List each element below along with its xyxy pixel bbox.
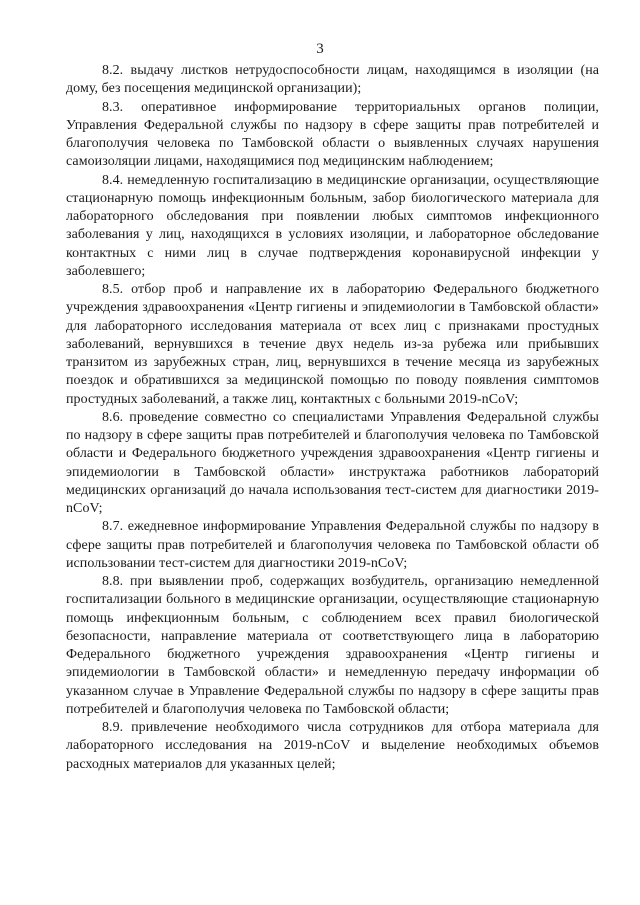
page-number: 3 [316,41,324,57]
paragraph-8-8: 8.8. при выявлении проб, содержащих возбудитель, организацию немедленной госпитализации больного в медицинские организации, осуществляющие стационарную помощь инфекционным больным, с соблюдением всех правил биологической безопасности, направление материала от соответствующего лица в лабораторию Федерального бюджетного учреждения здравоохранения «Центр гигиены и эпидемиологии в Тамбовской области» и немедленную передачу информации об указанном случае в Управление Федеральной службы по надзору в сфере защиты прав потребителей и благополучия человека по Тамбовской области; [66,574,599,717]
paragraph-8-6: 8.6. проведение совместно со специалистами Управления Федеральной службы по надзору в сфере защиты прав потребителей и благополучия человека по Тамбовской области и Федерального бюджетного учреждения здравоохранения «Центр гигиены и эпидемиологии в Тамбовской области» инструктажа работников лабораторий медицинских организаций до начала использования тест-систем для диагностики 2019-nCoV; [66,409,599,516]
paragraph-8-2: 8.2. выдачу листков нетрудоспособности лицам, находящимся в изоляции (на дому, без посещения медицинской организации); [66,63,599,97]
paragraph-8-5: 8.5. отбор проб и направление их в лабораторию Федерального бюджетного учреждения здравоохранения «Центр гигиены и эпидемиологии в Тамбовской области» для лабораторного исследования материала от всех лиц с признаками простудных заболеваний, вернувшихся в течение двух недель из-за рубежа или прибывших транзитом из зарубежных стран, лиц, вернувшихся в течение месяца из зарубежных поездок и обратившихся за медицинской помощью по поводу появления симптомов простудных заболеваний, а также лиц, контактных с больными 2019-nCoV; [66,282,599,407]
paragraph-8-4: 8.4. немедленную госпитализацию в медицинские организации, осуществляющие стационарную помощь инфекционным больным, забор биологического материала для лабораторного обследования при появлении любых симптомов инфекционного заболевания у лиц, находящихся в условиях изоляции, и лабораторное обследование контактных с ними лиц в случае подтверждения коронавирусной инфекции у заболевшего; [66,172,599,279]
paragraph-8-7: 8.7. ежедневное информирование Управления Федеральной службы по надзору в сфере защиты прав потребителей и благополучия человека по Тамбовской области об использовании тест-систем для диагностики 2019-nCoV; [66,519,599,571]
paragraph-8-3: 8.3. оперативное информирование территориальных органов полиции, Управления Федеральной службы по надзору в сфере защиты прав потребителей и благополучия человека по Тамбовской области о выявленных случаях нарушения самоизоляции лицами, находящимися под медицинским наблюдением; [66,99,599,170]
document-body [66,62,599,774]
paragraph-8-9: 8.9. привлечение необходимого числа сотрудников для отбора материала для лабораторного исследования на 2019-nCoV и выделение необходимых объемов расходных материалов для указанных целей; [66,720,599,772]
